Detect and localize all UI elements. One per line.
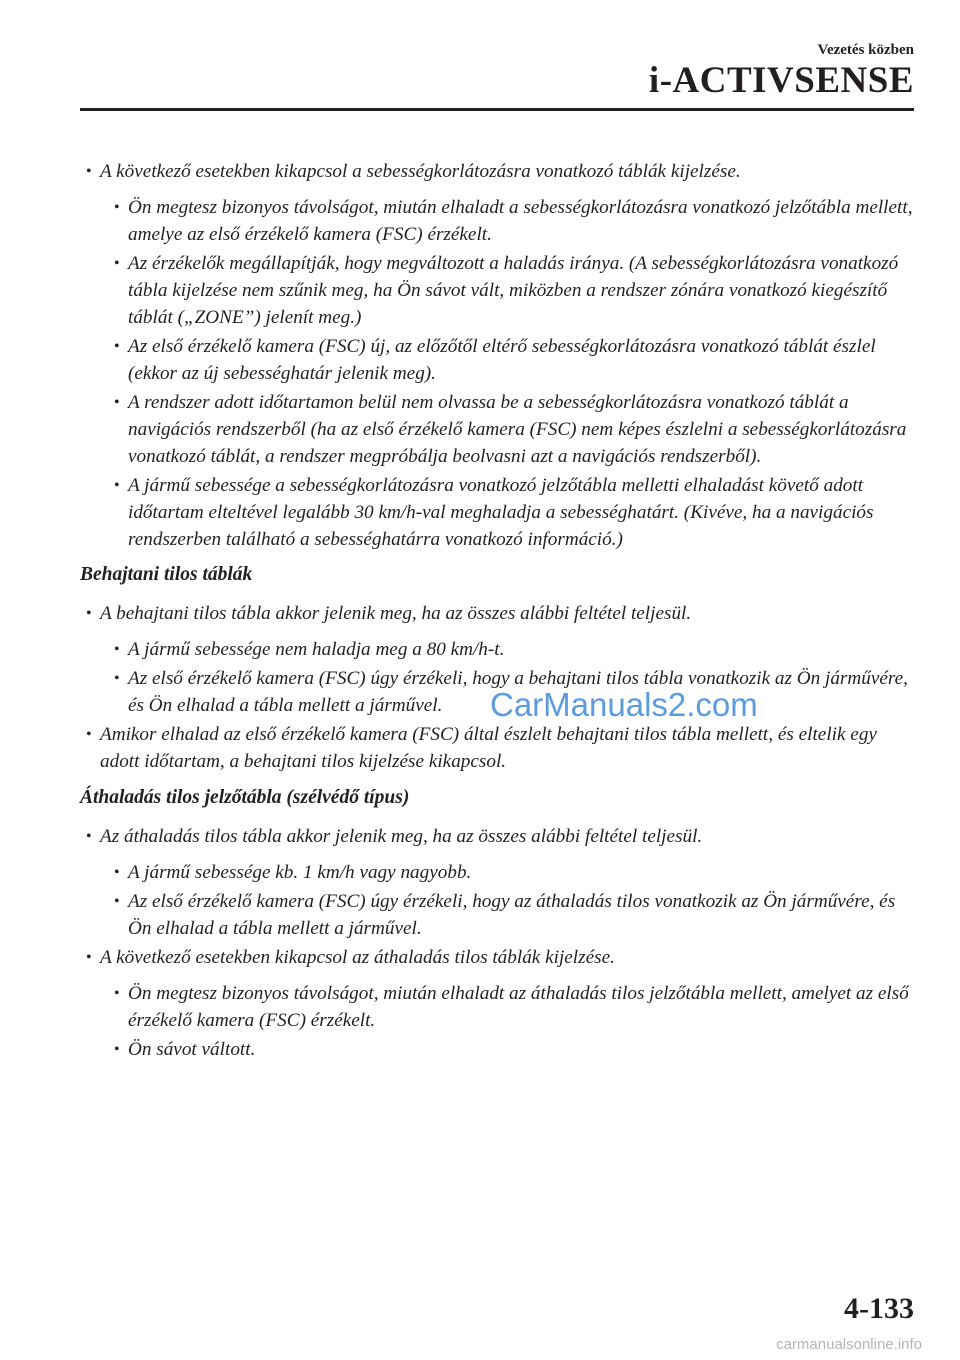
page-content — [80, 158, 914, 1065]
bullet-icon: • — [114, 641, 120, 658]
bullet-icon: • — [114, 394, 120, 411]
section-heading: Behajtani tilos táblák — [80, 564, 253, 585]
running-header-title: i-ACTIVSENSE — [648, 60, 914, 101]
bullet-text: Amikor elhalad az első érzékelő kamera (FSC) által észlelt behajtani tilos tábla mellett, és eltelik egy adott időtartam, a behajtani tilos kijelzése kikapcsol. — [100, 724, 877, 772]
bullet-icon: • — [114, 199, 120, 216]
bullet-text: Az első érzékelő kamera (FSC) új, az előzőtől eltérő sebességkorlátozásra vonatkozó táblát észlel (ekkor az új sebességhatár jelenik meg). — [128, 336, 876, 384]
sub-bullet-item — [80, 389, 914, 470]
bullet-icon: • — [114, 670, 120, 687]
bullet-text: Az áthaladás tilos tábla akkor jelenik meg, ha az összes alábbi feltétel teljesül. — [100, 826, 703, 847]
sub-bullet-item — [80, 194, 914, 248]
sub-bullet-item — [80, 250, 914, 331]
bullet-text: Az érzékelők megállapítják, hogy megváltozott a haladás iránya. (A sebességkorlátozásra vonatkozó tábla kijelzése nem szűnik meg, ha Ön sávot vált, miközben a rendszer zónára vonatkozó kiegészítő táblát („ZONE”) jelenít meg.) — [128, 253, 899, 328]
bullet-icon: • — [114, 1041, 120, 1058]
bullet-text: A következő esetekben kikapcsol a sebességkorlátozásra vonatkozó táblák kijelzése. — [100, 161, 741, 182]
bullet-icon: • — [86, 828, 92, 845]
bullet-item — [80, 944, 914, 971]
bullet-item — [80, 721, 914, 775]
page-number: 4-133 — [844, 1292, 914, 1325]
watermark-logo: CarManuals2.com — [490, 686, 758, 723]
bullet-icon: • — [86, 605, 92, 622]
sub-bullet-item — [80, 980, 914, 1034]
bullet-text: Ön megtesz bizonyos távolságot, miután elhaladt a sebességkorlátozásra vonatkozó jelzőtábla mellett, amelye az első érzékelő kamera (FSC) érzékelt. — [128, 197, 913, 245]
section-heading: Áthaladás tilos jelzőtábla (szélvédő típus) — [80, 787, 410, 808]
bullet-text: A jármű sebessége kb. 1 km/h vagy nagyobb. — [128, 862, 472, 883]
bullet-text: Az első érzékelő kamera (FSC) úgy érzékeli, hogy az áthaladás tilos vonatkozik az Ön járművére, és Ön elhalad a tábla mellett a járművel. — [128, 891, 896, 939]
bullet-text: A következő esetekben kikapcsol az áthaladás tilos táblák kijelzése. — [100, 947, 615, 968]
bullet-text: Ön megtesz bizonyos távolságot, miután elhaladt az áthaladás tilos jelzőtábla mellett, amelyet az első érzékelő kamera (FSC) érzékelt. — [128, 983, 909, 1031]
bullet-text: A rendszer adott időtartamon belül nem olvassa be a sebességkorlátozásra vonatkozó táblát a navigációs rendszerből (ha az első érzékelő kamera (FSC) nem képes észlelni a sebességkorlátozásra vonatkozó táblát, a rendszer megpróbálja beolvasni azt a navigációs rendszerből). — [128, 392, 907, 467]
bullet-text: A jármű sebessége nem haladja meg a 80 km/h-t. — [128, 639, 505, 660]
bullet-item — [80, 158, 914, 185]
sub-bullet-item — [80, 472, 914, 553]
bullet-icon: • — [114, 477, 120, 494]
bullet-icon: • — [114, 985, 120, 1002]
sub-bullet-item — [80, 636, 914, 663]
bullet-text: Ön sávot váltott. — [128, 1039, 256, 1060]
bullet-icon: • — [114, 338, 120, 355]
bullet-icon: • — [86, 949, 92, 966]
header-rule — [80, 108, 914, 111]
bullet-text: A behajtani tilos tábla akkor jelenik meg, ha az összes alábbi feltétel teljesül. — [100, 603, 692, 624]
running-header-section: Vezetés közben — [817, 42, 914, 58]
bullet-icon: • — [114, 255, 120, 272]
bullet-icon: • — [86, 163, 92, 180]
sub-bullet-item — [80, 859, 914, 886]
bullet-icon: • — [114, 864, 120, 881]
bullet-text: Az első érzékelő kamera (FSC) úgy érzékeli, hogy a behajtani tilos tábla vonatkozik az Ön járművére, és Ön elhalad a tábla mellett a járművel. — [128, 668, 908, 716]
sub-bullet-item — [80, 888, 914, 942]
sub-bullet-item — [80, 333, 914, 387]
bullet-item — [80, 823, 914, 850]
bullet-icon: • — [114, 893, 120, 910]
sub-bullet-item — [80, 1036, 914, 1063]
bullet-icon: • — [86, 726, 92, 743]
bullet-item — [80, 600, 914, 627]
footer-link[interactable]: carmanualsonline.info — [776, 1336, 922, 1353]
bullet-text: A jármű sebessége a sebességkorlátozásra vonatkozó jelzőtábla melletti elhaladást követő adott időtartam elteltével legalább 30 km/h-val meghaladja a sebességhatárt. (Kivéve, ha a navigációs rendszerben található a sebességhatárra vonatkozó információ.) — [128, 475, 874, 550]
